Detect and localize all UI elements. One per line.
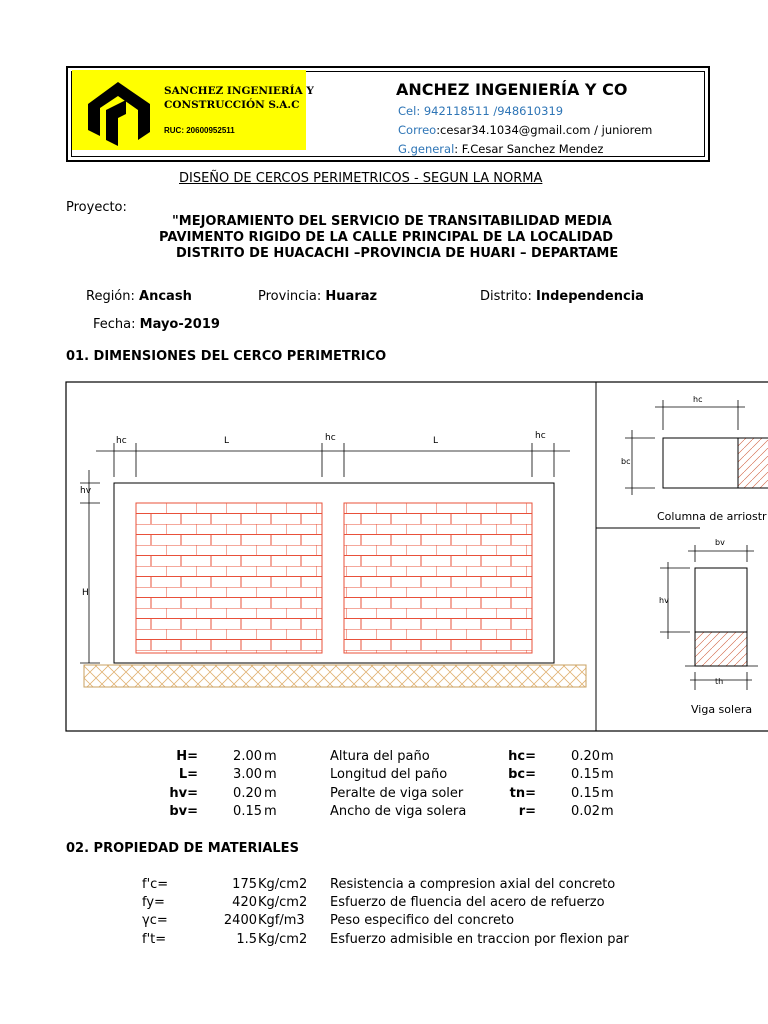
row-unit: m (264, 749, 277, 764)
row-desc: Peralte de viga soler (330, 786, 464, 801)
proyecto-line2: PAVIMENTO RIGIDO DE LA CALLE PRINCIPAL DE LA LOCALIDAD (159, 230, 614, 245)
mat-value: 175 (232, 877, 257, 892)
mat-label: fy= (142, 895, 165, 910)
mat-desc: Esfuerzo admisible en traccion por flexion par (330, 932, 629, 947)
brick-panel-left (136, 503, 322, 653)
cel-value: : 942118511 /948610319 (416, 104, 564, 118)
mat-unit: Kgf/m3 (258, 913, 305, 928)
dim-th: th (715, 677, 724, 686)
email-label: Correo (398, 123, 437, 137)
dim-hv: hv (80, 486, 92, 496)
row-value2: 0.02 (571, 804, 600, 819)
row-label2: r= (518, 804, 536, 819)
provincia-label: Provincia: (258, 289, 322, 304)
row-unit: m (264, 767, 277, 782)
mat-unit: Kg/cm2 (258, 895, 308, 910)
region-value: Ancash (139, 289, 192, 304)
row-label: hv= (169, 786, 198, 801)
distrito-value: Independencia (536, 289, 644, 304)
dim-col-bc: bc (621, 457, 631, 466)
foundation-soil (84, 665, 586, 687)
row-desc: Longitud del paño (330, 767, 448, 782)
mat-value: 2400 (223, 913, 257, 928)
email-value: :cesar34.1034@gmail.com / juniorem (436, 123, 653, 137)
dim-H: H (82, 588, 89, 598)
row-value: 2.00 (233, 749, 262, 764)
dim-viga-hv: hv (659, 596, 669, 605)
gg-value: : F.Cesar Sanchez Mendez (454, 142, 604, 156)
logo-ruc: RUC: 20600952511 (164, 126, 235, 135)
fecha-label: Fecha: (93, 317, 136, 332)
mat-desc: Resistencia a compresion axial del concreto (330, 877, 616, 892)
page-title: DISEÑO DE CERCOS PERIMETRICOS - SEGUN LA NORMA (179, 171, 543, 186)
distrito-label: Distrito: (480, 289, 532, 304)
mat-unit: Kg/cm2 (258, 932, 308, 947)
row-value2: 0.20 (571, 749, 600, 764)
row-label: H= (176, 749, 198, 764)
mat-label: γc= (142, 913, 168, 928)
row-value: 3.00 (233, 767, 262, 782)
row-value2: 0.15 (571, 786, 600, 801)
row-label2: hc= (508, 749, 536, 764)
brick-panel-right (344, 503, 532, 653)
mat-desc: Peso especifico del concreto (330, 913, 515, 928)
mat-label: f't= (142, 932, 167, 947)
mat-desc: Esfuerzo de fluencia del acero de refuerzo (330, 895, 605, 910)
row-label2: bc= (508, 767, 536, 782)
dim-hc-3: hc (535, 431, 546, 441)
row-desc: Altura del paño (330, 749, 430, 764)
firm-name: ANCHEZ INGENIERÍA Y CO (396, 80, 628, 99)
row-label: bv= (169, 804, 198, 819)
mat-unit: Kg/cm2 (258, 877, 308, 892)
row-unit2: m (601, 786, 614, 801)
dim-L-1: L (224, 436, 230, 446)
row-value: 0.20 (233, 786, 262, 801)
row-unit2: m (601, 767, 614, 782)
row-desc: Ancho de viga solera (330, 804, 467, 819)
gg-label: G.general (398, 142, 455, 156)
proyecto-label: Proyecto: (66, 200, 127, 215)
section1-heading: 01. DIMENSIONES DEL CERCO PERIMETRICO (66, 349, 387, 364)
viga-caption: Viga solera (691, 703, 753, 716)
row-unit2: m (601, 804, 614, 819)
dim-hc-2: hc (325, 433, 336, 443)
dim-col-hc: hc (693, 395, 703, 404)
logo-line2: CONSTRUCCIÓN S.A.C (164, 99, 300, 111)
proyecto-line3: DISTRITO DE HUACACHI –PROVINCIA DE HUARI – DEPARTAME (176, 246, 619, 261)
row-label2: tn= (509, 786, 536, 801)
dim-hc-1: hc (116, 436, 127, 446)
row-value2: 0.15 (571, 767, 600, 782)
row-unit: m (264, 786, 277, 801)
dim-bv: bv (715, 538, 725, 547)
cel-label: Cel (398, 104, 417, 118)
mat-value: 1.5 (236, 932, 257, 947)
fecha-value: Mayo-2019 (139, 317, 220, 332)
columna-caption: Columna de arriostr (657, 510, 767, 523)
provincia-value: Huaraz (325, 289, 378, 304)
mat-value: 420 (232, 895, 257, 910)
logo-line1: SANCHEZ INGENIERÍA Y (164, 85, 314, 97)
row-unit2: m (601, 749, 614, 764)
row-value: 0.15 (233, 804, 262, 819)
region-label: Región: (86, 289, 135, 304)
row-label: L= (178, 767, 198, 782)
proyecto-line1: "MEJORAMIENTO DEL SERVICIO DE TRANSITABILIDAD MEDIA (172, 214, 612, 229)
row-unit: m (264, 804, 277, 819)
mat-label: f'c= (142, 877, 169, 892)
dim-L-2: L (433, 436, 439, 446)
section2-heading: 02. PROPIEDAD DE MATERIALES (66, 841, 299, 856)
